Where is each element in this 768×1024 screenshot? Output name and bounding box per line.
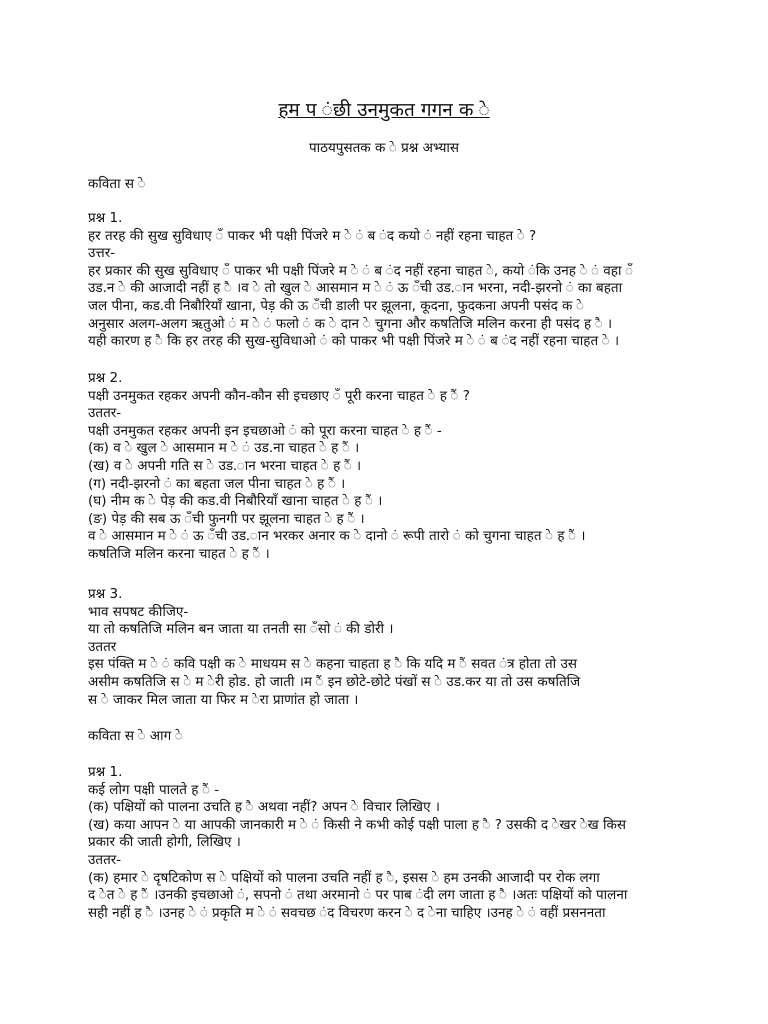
answer-label: उततर- (88, 405, 122, 422)
question-label: प्रश्न 1. (88, 764, 123, 780)
question-4-block (88, 764, 688, 922)
question-intro: कई लोग पक्षी पालते ह ैं - (88, 781, 220, 798)
question-label: प्रश्न 3. (88, 586, 123, 602)
answer-line: द ेत े ह ैं ।उनकी इचछाओ ं, सपनो ं तथा अरमानो ं पर पाब ंदी लग जाता ह ै ।अतः पक्षियों को पालना (88, 887, 628, 904)
section-heading: कविता स े (88, 176, 146, 192)
answer-line: इस पंक्ति म े ं कवि पक्षी क े माधयम स े कहना चाहता ह ै कि यदि म ैं सवत ंत्र होता तो उस (88, 656, 577, 673)
answer-line: असीम कषतिजि स े म ेरी होड. हो जाती ।म ैं इन छोटे-छोटे पंखों स े उड.कर या तो उस कषतिजि (88, 673, 581, 690)
answer-line: हर प्रकार की सुख सुविधाए ँ पाकर भी पक्षी पिंजरे म े ं ब ंद नहीं रहना चाहत े, कयो ंकि उनह े ं वहा ँ (88, 262, 633, 279)
question-2-block (88, 370, 688, 564)
answer-line: व े आसमान म े ं ऊ ँची उड.ान भरकर अनार क े दानो ं रूपी तारो ं को चुगना चाहत े ह ैं । (88, 528, 586, 545)
page-title: हम प ंछी उनमुकत गगन क े (278, 99, 490, 121)
question-3-block (88, 586, 688, 709)
answer-line: अनुसार अलग-अलग ऋतुओ ं म े ं फलो ं क े दान े चुगना और कषतिजि मलिन करना ही पसंद ह ै । (88, 315, 613, 332)
quoted-verse: या तो कषतिजि मलिन बन जाता या तनती सा ँसो ं की डोरी । (88, 621, 394, 638)
answer-line: पक्षी उनमुकत रहकर अपनी इन इचछाओ ं को पूरा करना चाहत े ह ैं - (88, 422, 442, 439)
answer-label: उततर- (88, 851, 122, 868)
question-text: पक्षी उनमुकत रहकर अपनी कौन-कौन सी इचछाए ँ पूरी करना चाहत े ह ैं ? (88, 387, 470, 404)
answer-line: उड.न े की आजादी नहीं ह ै ।व े तो खुल े आसमान म े ं ऊ ँची उड.ान भरना, नदी-झरनो ं का बहता (88, 280, 623, 297)
answer-line: यही कारण ह ै कि हर तरह की सुख-सुविधाओ ं को पाकर भी पक्षी पिंजरे म े ं ब ंद नहीं रहना चाहत े । (88, 333, 620, 350)
answer-line: जल पीना, कड.वी निबौरियाँ खाना, पेड़ की ऊ ँची डाली पर झूलना, कूदना, फुदकना अपनी पसंद क े (88, 297, 584, 314)
answer-line: कषतिजि मलिन करना चाहत े ह ैं । (88, 545, 270, 562)
question-text: भाव सपषट कीजिए- (88, 603, 189, 620)
answer-label: उततर (88, 638, 117, 655)
page-subtitle: पाठयपुसतक क े प्रश्न अभ्यास (308, 140, 460, 156)
question-part: (ख) कया आपन े या आपकी जानकारी म े ं किसी ने कभी कोई पक्षी पाला ह ै ? उसकी द ेखर ेख किस (88, 816, 626, 833)
question-part: प्रकार की जाती होगी, लिखिए । (88, 834, 241, 851)
answer-line: (ङ) पेड़ की सब ऊ ँची फुनगी पर झूलना चाहत े ह ैं । (88, 510, 365, 527)
answer-line: (क) हमार े दृषटिकोण स े पक्षियों को पालना उचति नहीं ह ै, इसस े हम उनकी आजादी पर रोक लगा (88, 869, 600, 886)
answer-line: (घ) नीम क े पेड़ की कड.वी निबौरियाँ खाना चाहत े ह ैं । (88, 493, 383, 510)
question-label: प्रश्न 2. (88, 370, 123, 386)
section-heading: कविता स े आग े (88, 728, 183, 744)
answer-line: (ग) नदी-झरनो ं का बहता जल पीना चाहत े ह ैं । (88, 475, 346, 492)
question-text: हर तरह की सुख सुविधाए ँ पाकर भी पक्षी पिंजरे म े ं ब ंद कयो ं नहीं रहना चाहत े ? (88, 227, 537, 244)
answer-line: स े जाकर मिल जाता या फिर म ेरा प्राणांत हो जाता । (88, 691, 359, 708)
answer-line: (क) व े खुल े आसमान म े ं उड.ना चाहत े ह ैं । (88, 440, 360, 457)
section-heading-kavita-se (88, 176, 688, 194)
question-1-block (88, 210, 688, 351)
question-label: प्रश्न 1. (88, 210, 123, 226)
answer-label: उत्तर- (88, 245, 116, 262)
answer-line: (ख) व े अपनी गति स े उड.ान भरना चाहत े ह ैं । (88, 457, 362, 474)
section-heading-kavita-se-aage (88, 728, 688, 746)
answer-line: सही नहीं ह ै ।उनह े ं प्रकृति म े ं सवचछ ंद विचरण करन े द ेना चाहिए ।उनह े ं वहीं प्रसननता (88, 904, 606, 921)
question-part: (क) पक्षियों को पालना उचति ह ै अथवा नहीं? अपन े विचार लिखिए । (88, 799, 440, 816)
